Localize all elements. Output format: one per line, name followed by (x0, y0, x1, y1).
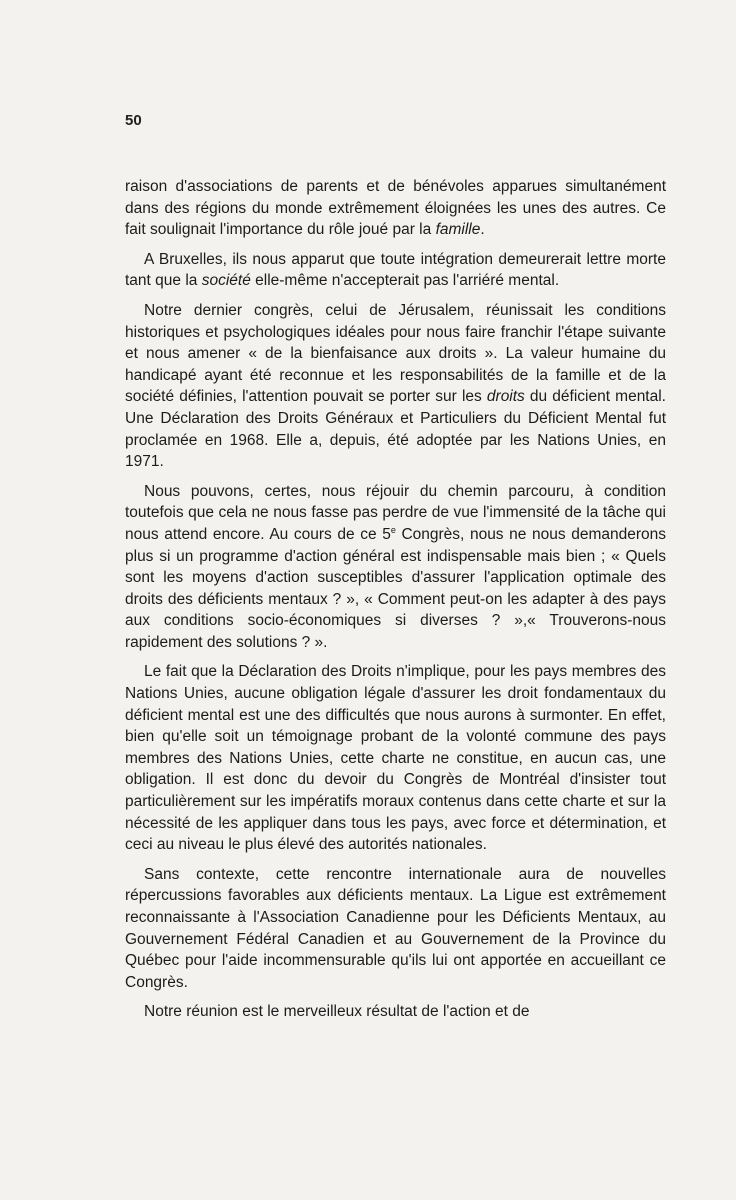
paragraph (125, 300, 666, 473)
paragraph (125, 176, 666, 241)
paragraph (125, 249, 666, 292)
emphasis-text: société (201, 272, 251, 290)
paragraph-text: Nous pouvons, certes, nous réjouir du chemin parcouru, à condition toutefois que cela ne nous fasse pas perdre de vue l'immensité de la tâche qui nous attend encore. Au cours de ce 5 (125, 482, 666, 543)
paragraph-text: Sans contexte, cette rencontre internationale aura de nouvelles répercussions favorables aux déficients mentaux. La Ligue est extrêmement reconnaissante à l'Association Canadienne pour les Déficients Mentaux, au Gouvernement Fédéral Canadien et au Gouvernement de la Province du Québec pour l'aide incommensurable qu'ils lui ont apportée en accueillant ce Congrès. (125, 865, 666, 991)
paragraph-text: elle-même n'accepterait pas l'arriéré mental. (250, 272, 560, 290)
paragraph-text: . (480, 221, 485, 239)
paragraph-text: A Bruxelles, ils nous apparut que toute intégration demeurerait lettre morte tant que la (125, 250, 666, 290)
body-text (125, 176, 666, 1031)
paragraph-text: Notre réunion est le merveilleux résultat de l'action et de (144, 1003, 530, 1021)
paragraph (125, 661, 666, 855)
paragraph-text: raison d'associations de parents et de bénévoles apparues simultanément dans des régions du monde extrêmement éloignées les unes des autres. Ce fait soulignait l'importance du rôle joué par la (125, 178, 666, 239)
paragraph (125, 1001, 666, 1023)
emphasis-text: famille (435, 221, 481, 239)
paragraph-text: Congrès, nous ne nous demanderons plus si un programme d'action général est indispensable mais bien ; « Quels sont les moyens d'action susceptibles d'assurer l'application optimale des droits des déficients mentaux ? », « Comment peut-on les adapter à des pays aux conditions socio-économiques si diverses ? »,« Trouverons-nous rapidement des solutions ? ». (125, 525, 666, 651)
paragraph (125, 864, 666, 994)
page-number: 50 (125, 112, 142, 129)
paragraph-text: Le fait que la Déclaration des Droits n'implique, pour les pays membres des Nations Unies, aucune obligation légale d'assurer les droit fondamentaux du déficient mental est une des difficultés que nous aurons à surmonter. En effet, bien qu'elle soit un témoignage probant de la volonté commune des pays membres des Nations Unies, cette charte ne constitue, en aucun cas, une obligation. Il est donc du devoir du Congrès de Montréal d'insister tout particulièrement sur les impératifs moraux contenus dans cette charte et sur la nécessité de les appliquer dans tous les pays, avec force et détermination, et ceci au niveau le plus élevé des autorités nationales. (125, 663, 666, 854)
paragraph (125, 481, 666, 654)
paragraph-text: Notre dernier congrès, celui de Jérusalem, réunissait les conditions historiques et psychologiques idéales pour nous faire franchir l'étape suivante et nous amener « de la bienfaisance aux droits ». La valeur humaine du handicapé ayant été reconnue et les responsabilités de la famille et de la société définies, l'attention pouvait se porter sur les (125, 301, 666, 406)
superscript-text: e (390, 524, 396, 535)
paragraph-text: du déficient mental. Une Déclaration des Droits Généraux et Particuliers du Déficient Mental fut proclamée en 1968. Elle a, depuis, été adoptée par les Nations Unies, en 1971. (125, 388, 666, 471)
emphasis-text: droits (486, 388, 525, 406)
